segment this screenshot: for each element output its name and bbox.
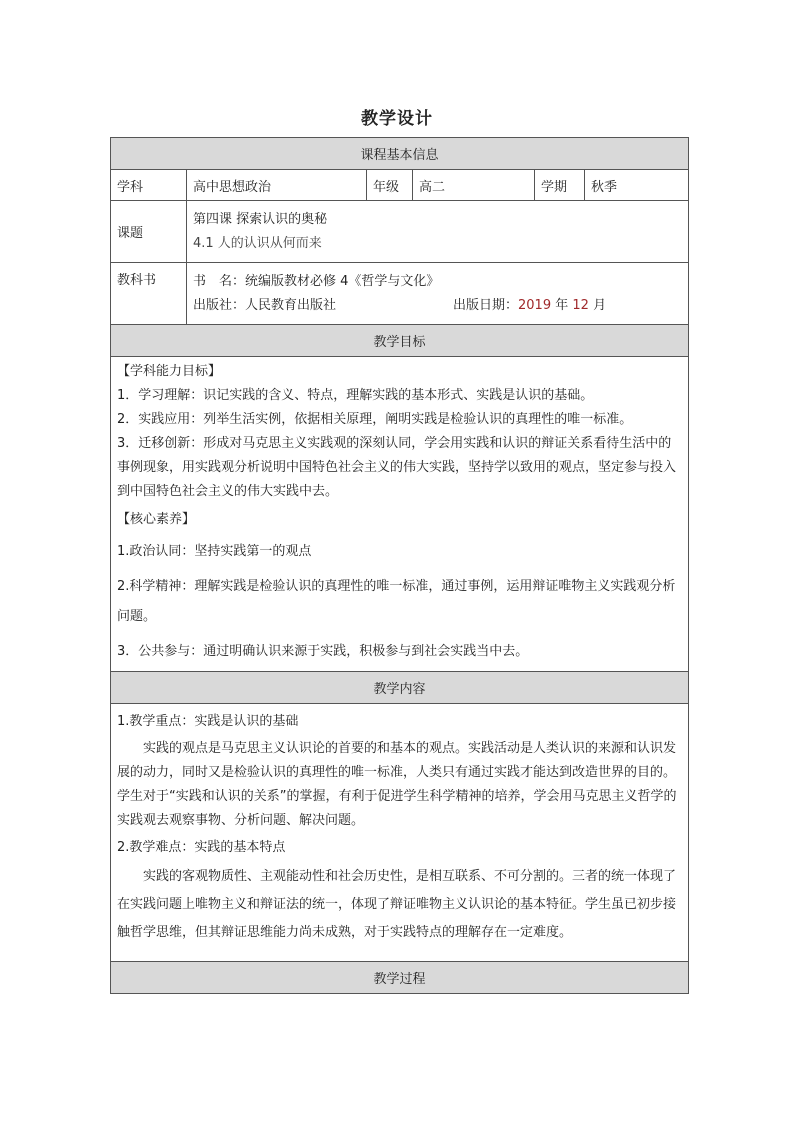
publisher-line <box>193 294 682 318</box>
publisher: 出版社：人民教育出版社 <box>193 297 337 313</box>
objectives-row <box>111 357 689 672</box>
teaching-content <box>111 704 689 962</box>
pub-date-label: 出版日期： <box>453 297 519 313</box>
key-point-text: 实践的观点是马克思主义认识论的首要的和基本的观点。实践活动是人类认识的来源和认识发展的动力，同时又是检验认识的真理性的唯一标准，人类只有通过实践才能达到改造世界的目的。学生对于“实践和认识的关系”的掌握，有利于促进学生科学精神的培养，学会用马克思主义哲学的实践观去观察事物、分析问题、解决问题。 <box>117 741 677 828</box>
year-char: 年 <box>555 297 569 313</box>
ability-heading: 【学科能力目标】 <box>117 364 222 379</box>
core-heading: 【核心素养】 <box>117 512 196 527</box>
topic-label: 课题 <box>111 201 187 263</box>
month-char: 月 <box>593 297 607 313</box>
grade-label: 年级 <box>367 170 413 201</box>
section-header-basic-info: 课程基本信息 <box>111 138 689 170</box>
section-process-row <box>111 962 689 994</box>
ability-item: 2．实践应用：列举生活实例，依据相关原理，阐明实践是检验认识的真理性的唯一标准。 <box>117 412 633 427</box>
term-value: 秋季 <box>585 170 689 201</box>
section-content-row <box>111 672 689 704</box>
section-objectives-row <box>111 325 689 357</box>
subject-value: 高中思想政治 <box>187 170 367 201</box>
grade-value: 高二 <box>413 170 535 201</box>
pub-year: 2019 <box>518 297 552 313</box>
section-header-process: 教学过程 <box>111 962 689 994</box>
subject-label: 学科 <box>111 170 187 201</box>
core-item: 1.政治认同：坚持实践第一的观点 <box>117 544 312 559</box>
ability-item: 1．学习理解：识记实践的含义、特点，理解实践的基本形式、实践是认识的基础。 <box>117 388 594 403</box>
objectives-content <box>111 357 689 672</box>
topic-row <box>111 201 689 263</box>
section-header-objectives: 教学目标 <box>111 325 689 357</box>
section-header-content: 教学内容 <box>111 672 689 704</box>
book-name: 书 名：统编版教材必修 4《哲学与文化》 <box>193 273 440 289</box>
publication-date <box>453 294 606 318</box>
content-row <box>111 704 689 962</box>
topic-line-2: 4.1 人的认识从何而来 <box>193 235 322 251</box>
topic-line-1: 第四课 探索认识的奥秘 <box>193 211 328 227</box>
document-title: 教学设计 <box>361 109 433 129</box>
core-item: 2.科学精神：理解实践是检验认识的真理性的唯一标准，通过事例，运用辩证唯物主义实践观分析问题。 <box>117 579 676 624</box>
subject-row <box>111 170 689 201</box>
topic-value <box>187 201 689 263</box>
term-label: 学期 <box>535 170 585 201</box>
ability-item: 3．迁移创新：形成对马克思主义实践观的深刻认同，学会用实践和认识的辩证关系看待生活中的事例现象，用实践观分析说明中国特色社会主义的伟大实践，坚持学以致用的观点，坚定参与投入到中国特色社会主义的伟大实践中去。 <box>117 436 677 499</box>
difficulty-text: 实践的客观物质性、主观能动性和社会历史性，是相互联系、不可分割的。三者的统一体现了在实践问题上唯物主义和辩证法的统一，体现了辩证唯物主义认识论的基本特征。学生虽已初步接触哲学思维，但其辩证思维能力尚未成熟，对于实践特点的理解存在一定难度。 <box>117 869 677 940</box>
difficulty-heading: 2.教学难点：实践的基本特点 <box>117 840 286 855</box>
section-basic-info-row <box>111 138 689 170</box>
textbook-label: 教科书 <box>111 263 187 325</box>
key-point-heading: 1.教学重点：实践是认识的基础 <box>117 714 299 729</box>
pub-month: 12 <box>572 297 589 313</box>
textbook-row <box>111 263 689 325</box>
lesson-plan-table <box>110 137 689 994</box>
core-item: 3．公共参与：通过明确认识来源于实践，积极参与到社会实践当中去。 <box>117 644 529 659</box>
textbook-value <box>187 263 689 325</box>
